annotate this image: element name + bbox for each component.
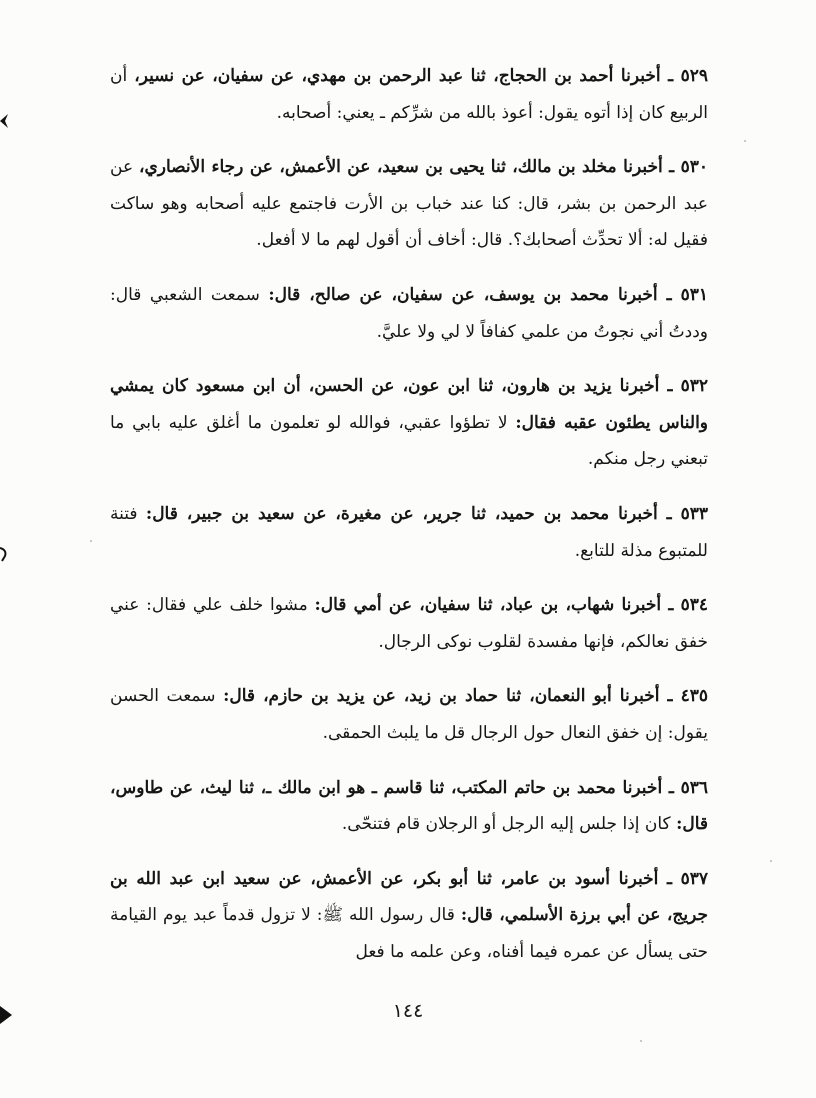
hadith-chain: ٥٣٣ ـ أخبرنا محمد بن حميد، ثنا جرير، عن مغيرة، عن سعيد بن جبير، قال: xyxy=(145,503,708,524)
hadith-535 xyxy=(110,678,708,751)
hadith-536 xyxy=(110,770,708,843)
hadith-533 xyxy=(110,496,708,569)
hadith-532 xyxy=(110,368,708,478)
hadith-text: لا تطؤوا عقبي، فوالله لو تعلمون ما أغلق عليه بابي ما تبعني رجل منكم. xyxy=(110,412,708,470)
hadith-chain: ٥٣٢ ـ أخبرنا يزيد بن هارون، ثنا ابن عون، عن الحسن، أن ابن مسعود كان يمشي والناس يطئون عقبه فقال: xyxy=(110,376,708,433)
paper-speck xyxy=(770,860,772,862)
paper-speck xyxy=(640,1040,642,1042)
hadith-530 xyxy=(110,149,708,259)
hadith-chain: ٥٣٠ ـ أخبرنا مخلد بن مالك، ثنا يحيى بن سعيد، عن الأعمش، عن رجاء الأنصاري، xyxy=(139,157,708,178)
margin-arrow-icon xyxy=(0,112,10,130)
hadith-text: فتنة للمتبوع مذلة للتابع. xyxy=(110,503,708,561)
hadith-chain: ٥٣١ ـ أخبرنا محمد بن يوسف، عن سفيان، عن صالح، قال: xyxy=(268,284,708,305)
hadith-537 xyxy=(110,861,708,971)
hadith-chain: ٥٣٧ ـ أخبرنا أسود بن عامر، ثنا أبو بكر، عن الأعمش، عن سعيد ابن عبد الله بن جريج، عن أبي برزة الأسلمي، قال: xyxy=(110,868,708,926)
page-number: ١٤٤ xyxy=(392,1000,424,1022)
hadith-chain: ٤٣٥ ـ أخبرنا أبو النعمان، ثنا حماد بن زيد، عن يزيد بن حازم، قال: xyxy=(223,686,708,707)
margin-hook-icon xyxy=(0,546,8,562)
hadith-text: عن عبد الرحمن بن بشر، قال: كنا عند خباب بن الأرت فاجتمع عليه أصحابه وهو ساكت فقيل له: ألا تحدِّث أصحابك؟. قال: أخاف أن أقول لهم ما لا أفعل. xyxy=(110,157,708,251)
paper-speck xyxy=(90,540,92,542)
hadith-chain: ٥٣٤ ـ أخبرنا شهاب، بن عباد، ثنا سفيان، عن أمي قال: xyxy=(314,595,708,616)
hadith-chain: ٥٢٩ ـ أخبرنا أحمد بن الحجاج، ثنا عبد الرحمن بن مهدي، عن سفيان، عن نسير، xyxy=(134,66,708,86)
hadith-text: قال رسول الله ﷺ: لا تزول قدماً عبد يوم القيامة حتى يسأل عن عمره فيما أفناه، وعن علمه ما فعل xyxy=(110,905,708,962)
hadith-text: سمعت الحسن يقول: إن خفق النعال حول الرجال قل ما يلبث الحمقى. xyxy=(110,686,708,743)
hadith-529 xyxy=(110,58,708,131)
paper-speck xyxy=(744,140,746,142)
main-text xyxy=(110,58,708,988)
hadith-534 xyxy=(110,587,708,660)
hadith-text: أن الربيع كان إذا أتوه يقول: أعوذ بالله من شرِّكم ـ يعني: أصحابه. xyxy=(110,66,708,123)
hadith-text: كان إذا جلس إليه الرجل أو الرجلان قام فتنحّى. xyxy=(341,814,677,835)
hadith-chain: ٥٣٦ ـ أخبرنا محمد بن حاتم المكتب، ثنا قاسم ـ هو ابن مالك ـ، ثنا ليث، عن طاوس، قال: xyxy=(110,777,708,835)
hadith-531 xyxy=(110,277,708,350)
hadith-text: سمعت الشعبي قال: وددتُ أني نجوتُ من علمي كفافاً لا لي ولا عليَّ. xyxy=(110,284,708,342)
hadith-text: مشوا خلف علي فقال: عني خفق نعالكم، فإنها مفسدة لقلوب نوكى الرجال. xyxy=(110,595,708,652)
